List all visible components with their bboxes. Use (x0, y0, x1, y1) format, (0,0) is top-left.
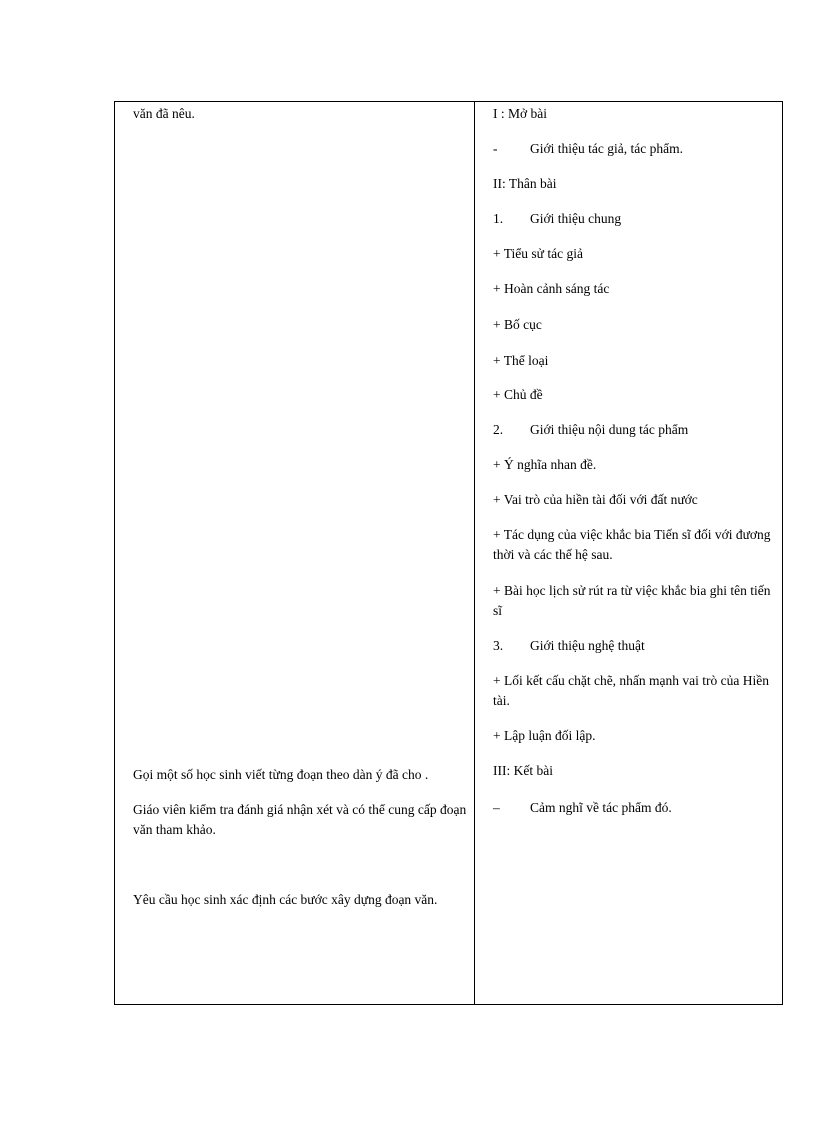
list-item: + Lối kết cấu chặt chẽ, nhấn mạnh vai trò của Hiền tài. (493, 673, 770, 708)
numbered-item-1-text: Giới thiệu chung (530, 211, 622, 226)
numbered-item-3-text: Giới thiệu nghệ thuật (530, 638, 645, 653)
list-item: + Chủ đề (493, 387, 543, 402)
list-item: + Vai trò của hiền tài đối với đất nước (493, 492, 698, 507)
list-item: + Tiểu sử tác giả (493, 246, 583, 261)
left-paragraph-1: Gọi một số học sinh viết từng đoạn theo dàn ý đã cho . (133, 767, 429, 782)
left-top-text: văn đã nêu. (133, 106, 195, 121)
list-item: + Hoàn cảnh sáng tác (493, 281, 610, 296)
list-item: + Thể loại (493, 353, 549, 368)
numbered-item-2-text: Giới thiệu nội dung tác phẩm (530, 422, 689, 437)
bullet-dash: – (493, 800, 500, 815)
section-body-heading: II: Thân bài (493, 176, 557, 191)
list-item: + Lập luận đối lập. (493, 728, 596, 743)
list-item: + Tác dụng của việc khắc bia Tiến sĩ đối với đương thời và các thế hệ sau. (493, 527, 771, 562)
section-intro-heading: I : Mở bài (493, 106, 548, 121)
list-item: + Bài học lịch sử rút ra từ việc khắc bia ghi tên tiến sĩ (493, 583, 771, 618)
content-column: I : Mở bài - Giới thiệu tác giả, tác phẩm. II: Thân bài 1. Giới thiệu chung + Tiểu sử tác giả + Hoàn cảnh sáng tác + Bố cục + Thể loại + Chủ đề 2. Giới thiệu nội dung tác phẩm + Ý nghĩa nhan đề. + Vai trò của hiền tài đối với đất nước + Tác dụng của việc khắc bia Tiến sĩ đối với đương thời và các thế hệ sau. + Bài học lịch sử rút ra từ việc khắc bia ghi tên tiến sĩ 3. Giới thiệu nghệ thuật + Lối kết cấu chặt chẽ, nhấn mạnh vai trò của Hiền tài. + Lập luận đối lập. III: Kết bài – Cảm nghĩ về tác phẩm đó. (475, 102, 784, 1004)
intro-item-text: Giới thiệu tác giả, tác phẩm. (530, 141, 683, 156)
bullet-dash: - (493, 141, 498, 156)
conclusion-item-text: Cảm nghĩ về tác phẩm đó. (530, 800, 672, 815)
section-conclusion-heading: III: Kết bài (493, 763, 553, 778)
left-paragraph-3: Yêu cầu học sinh xác định các bước xây dựng đoạn văn. (133, 892, 438, 907)
left-paragraph-2: Giáo viên kiểm tra đánh giá nhận xét và có thể cung cấp đoạn văn tham khảo. (133, 802, 467, 837)
lesson-table (114, 101, 783, 1005)
list-item: + Ý nghĩa nhan đề. (493, 457, 597, 472)
list-item: + Bố cục (493, 317, 542, 332)
